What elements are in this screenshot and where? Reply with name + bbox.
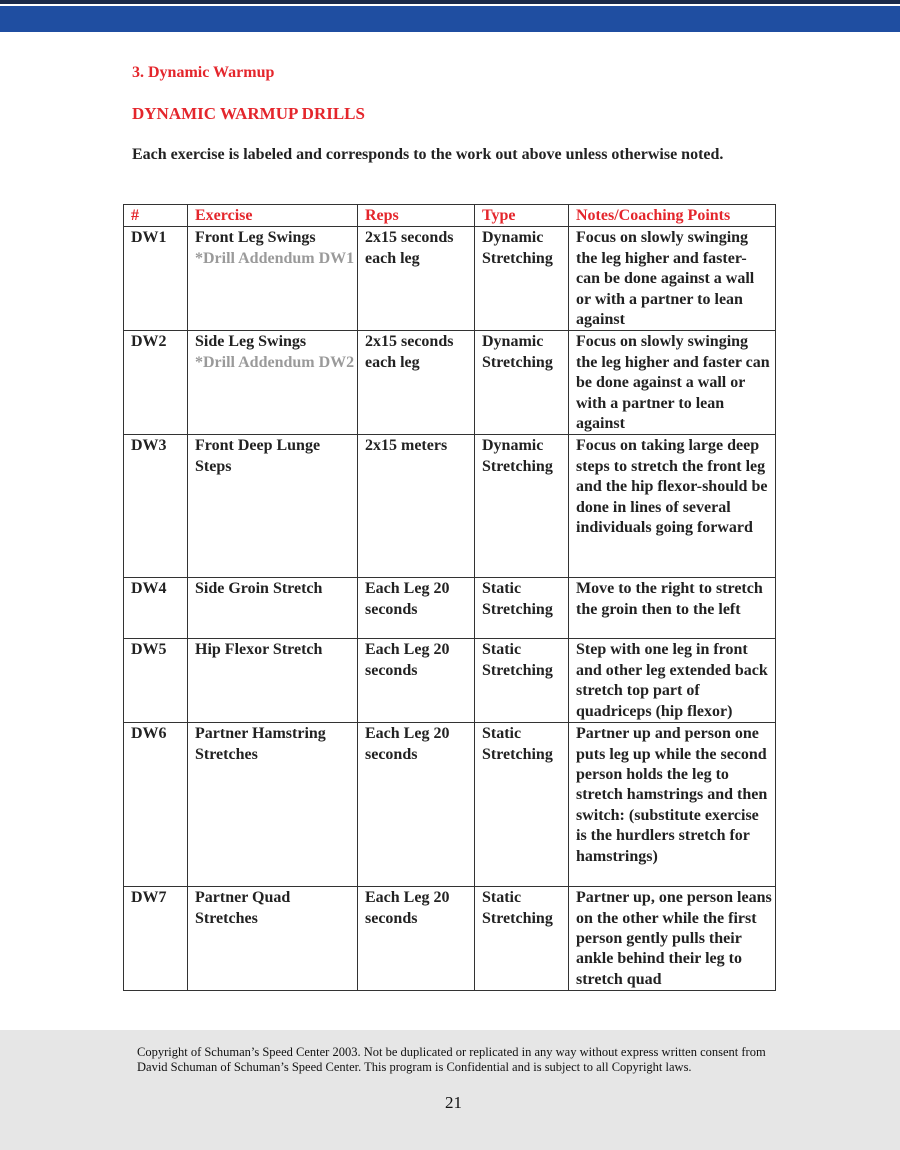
cell-id: DW5: [124, 639, 188, 723]
drill-addendum-link[interactable]: *Drill Addendum DW2: [195, 353, 355, 371]
cell-id: DW1: [124, 227, 188, 331]
cell-notes: Focus on slowly swinging the leg higher and faster- can be done against a wall or with a partner to lean against: [569, 227, 776, 331]
cell-exercise: Front Deep Lunge Steps: [188, 435, 358, 578]
warmup-drills-table: [123, 204, 776, 991]
cell-type: Static Stretching: [475, 578, 569, 639]
drills-title: DYNAMIC WARMUP DRILLS: [132, 104, 365, 123]
cell-id: DW7: [124, 887, 188, 991]
header-band: [0, 6, 900, 32]
table-header-row: [124, 205, 776, 227]
cell-exercise: Partner Quad Stretches: [188, 887, 358, 991]
cell-id: DW6: [124, 723, 188, 887]
cell-reps: Each Leg 20 seconds: [358, 887, 475, 991]
cell-reps: Each Leg 20 seconds: [358, 578, 475, 639]
header-exercise: Exercise: [188, 205, 358, 227]
cell-notes: Partner up, one person leans on the other while the first person gently pulls their ankle behind their leg to stretch quad: [569, 887, 776, 991]
page-number: 21: [445, 1093, 462, 1112]
cell-type: Dynamic Stretching: [475, 435, 569, 578]
cell-type: Static Stretching: [475, 723, 569, 887]
table-row: [124, 723, 776, 887]
cell-type: Dynamic Stretching: [475, 227, 569, 331]
cell-type: Dynamic Stretching: [475, 331, 569, 435]
cell-notes: Move to the right to stretch the groin then to the left: [569, 578, 776, 639]
table-row: [124, 435, 776, 578]
cell-id: DW3: [124, 435, 188, 578]
exercise-name: Front Leg Swings: [195, 229, 316, 247]
cell-type: Static Stretching: [475, 887, 569, 991]
table-row: [124, 227, 776, 331]
cell-type: Static Stretching: [475, 639, 569, 723]
cell-notes: Step with one leg in front and other leg extended back stretch top part of quadriceps (hip flexor): [569, 639, 776, 723]
table-row: [124, 331, 776, 435]
cell-notes: Partner up and person one puts leg up while the second person holds the leg to stretch hamstrings and then switch: (substitute exercise is the hurdlers stretch for hamstrings): [569, 723, 776, 887]
cell-reps: Each Leg 20 seconds: [358, 639, 475, 723]
header-notes: Notes/Coaching Points: [569, 205, 776, 227]
cell-reps: Each Leg 20 seconds: [358, 723, 475, 887]
cell-notes: Focus on taking large deep steps to stretch the front leg and the hip flexor-should be done in lines of several individuals going forward: [569, 435, 776, 578]
cell-reps: 2x15 seconds each leg: [358, 331, 475, 435]
header-type: Type: [475, 205, 569, 227]
cell-id: DW4: [124, 578, 188, 639]
table-row: [124, 578, 776, 639]
drill-addendum-link[interactable]: *Drill Addendum DW1: [195, 249, 355, 267]
top-rule: [0, 0, 900, 4]
exercise-name: Side Leg Swings: [195, 333, 307, 351]
cell-exercise: Hip Flexor Stretch: [188, 639, 358, 723]
cell-notes: Focus on slowly swinging the leg higher and faster can be done against a wall or with a partner to lean against: [569, 331, 776, 435]
table-row: [124, 639, 776, 723]
cell-reps: 2x15 seconds each leg: [358, 227, 475, 331]
header-reps: Reps: [358, 205, 475, 227]
section-title: 3. Dynamic Warmup: [132, 64, 275, 81]
header-number: #: [124, 205, 188, 227]
cell-exercise: Side Groin Stretch: [188, 578, 358, 639]
page-footer: [0, 1030, 900, 1150]
intro-text: Each exercise is labeled and corresponds to the work out above unless otherwise noted.: [132, 146, 724, 163]
cell-exercise: [188, 227, 358, 331]
cell-exercise: Partner Hamstring Stretches: [188, 723, 358, 887]
copyright-notice: Copyright of Schuman’s Speed Center 2003. Not be duplicated or replicated in any way without express written consent from David Schuman of Schuman’s Speed Center. This program is Confidential and is subject to all Copyright laws.: [137, 1045, 766, 1074]
cell-exercise: [188, 331, 358, 435]
cell-reps: 2x15 meters: [358, 435, 475, 578]
cell-id: DW2: [124, 331, 188, 435]
table-row: [124, 887, 776, 991]
